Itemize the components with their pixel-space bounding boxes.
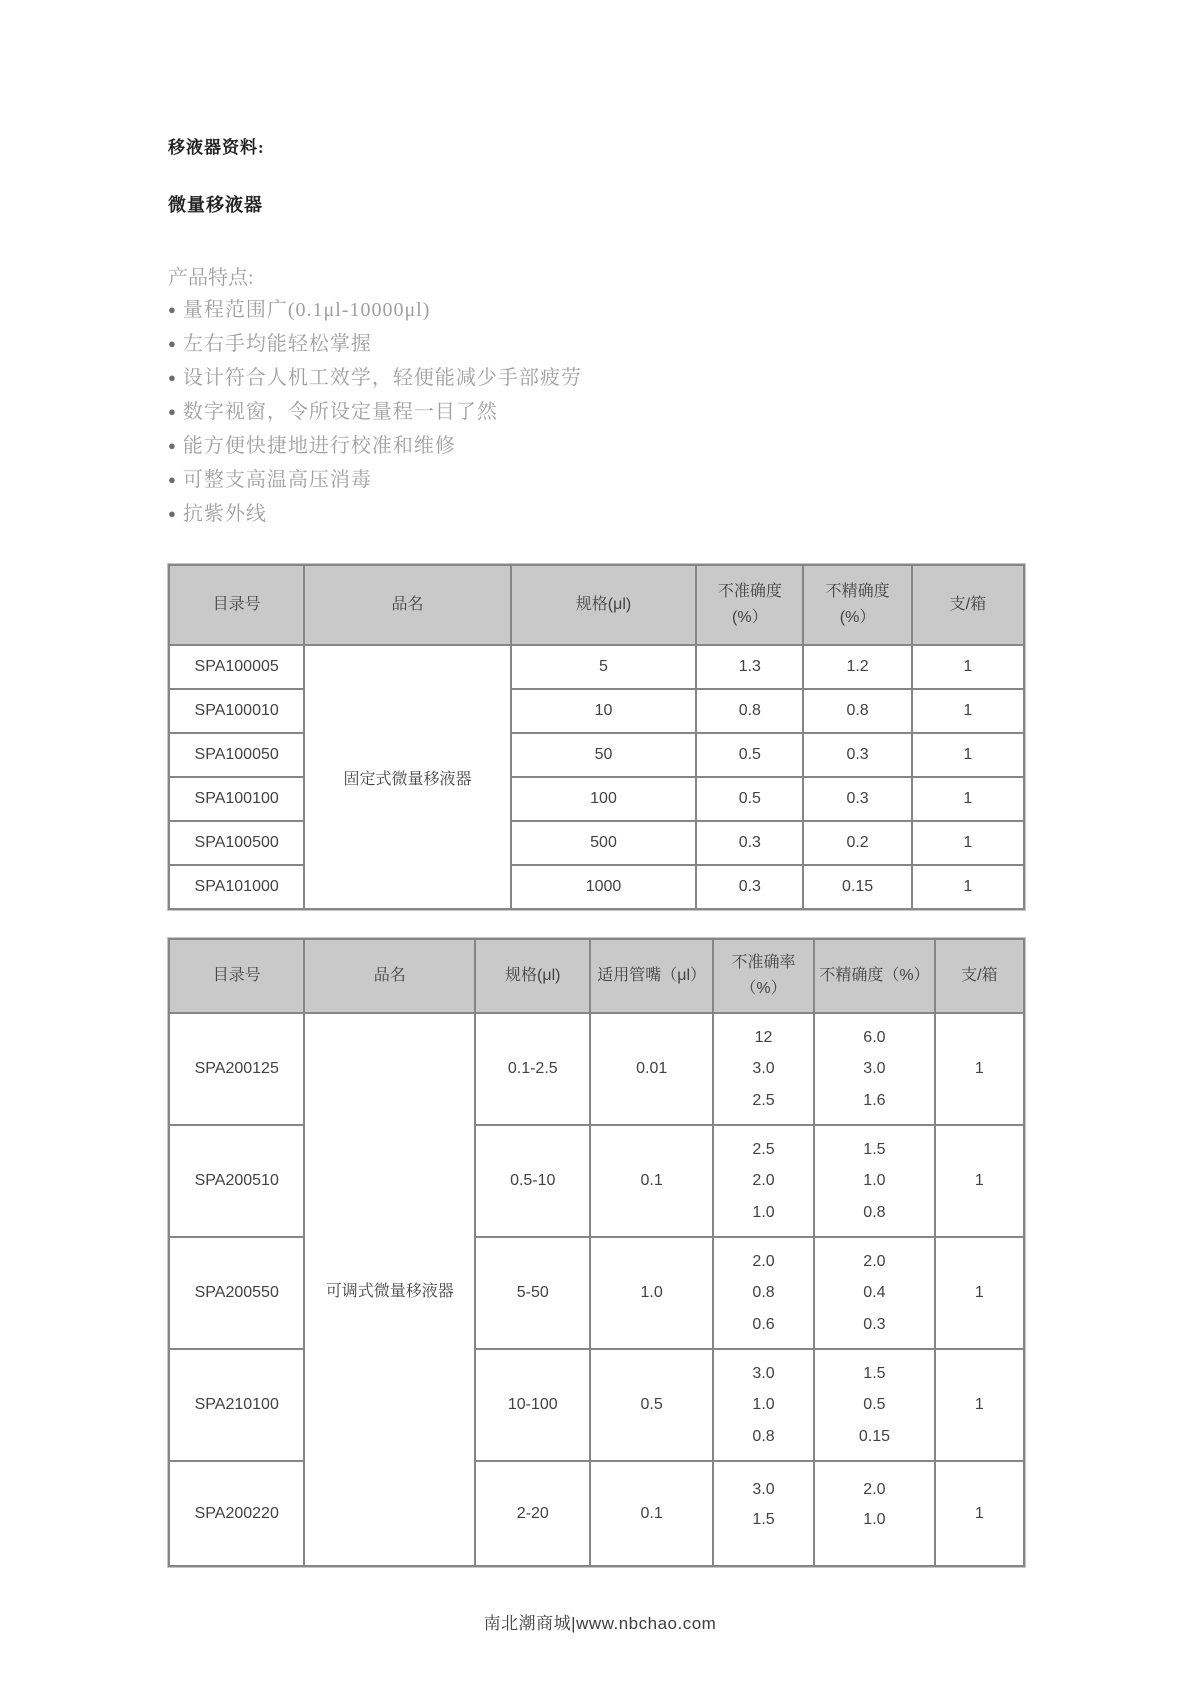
spec-cell: 10-100 — [475, 1349, 590, 1461]
product-name-cell: 可调式微量移液器 — [304, 1013, 475, 1566]
spec-cell: 1000 — [511, 865, 696, 909]
imprecision-cell: 1.2 — [803, 645, 911, 689]
table-row — [169, 1013, 1024, 1125]
value-line: 0.3 — [863, 1315, 886, 1333]
table-row — [169, 1237, 1024, 1349]
inaccuracy-cell: 1.3 — [696, 645, 803, 689]
header-line: 规格(μl) — [505, 967, 561, 984]
bullet-icon: ● — [168, 336, 176, 351]
value-line: 2.5 — [752, 1140, 775, 1158]
tip-size-cell: 0.5 — [590, 1349, 712, 1461]
header-line: 品名 — [391, 596, 424, 613]
table-row — [169, 1349, 1024, 1461]
value-line: 1.5 — [752, 1511, 775, 1528]
tip-size-cell: 1.0 — [590, 1237, 712, 1349]
features-list — [168, 294, 1025, 532]
value-line: 3.0 — [752, 1060, 775, 1077]
catalog-cell: SPA100500 — [169, 821, 304, 865]
value-line: 1.5 — [863, 1364, 886, 1382]
spec-cell: 100 — [511, 777, 696, 821]
bullet-icon: ● — [168, 472, 176, 487]
feature-item — [168, 464, 1025, 498]
value-line: 0.4 — [863, 1284, 886, 1301]
spec-cell: 0.1-2.5 — [475, 1013, 590, 1125]
tip-size-cell: 0.01 — [590, 1013, 712, 1125]
catalog-cell: SPA200125 — [169, 1013, 304, 1125]
product-subtitle: 微量移液器 — [168, 195, 263, 215]
header-line: 不准确率 — [731, 954, 796, 971]
value-line: 2.0 — [863, 1252, 886, 1270]
inaccuracy-cell: 0.8 — [696, 689, 803, 733]
value-line: 1.0 — [863, 1511, 886, 1528]
column-header — [304, 939, 475, 1013]
header-line: 规格(μl) — [575, 596, 632, 613]
feature-item — [168, 362, 1025, 396]
document-page — [168, 0, 1025, 1567]
catalog-cell: SPA210100 — [169, 1349, 304, 1461]
value-line: 2.0 — [752, 1252, 775, 1270]
catalog-cell: SPA100100 — [169, 777, 304, 821]
table-row — [169, 1125, 1024, 1237]
feature-text: 数字视窗，令所设定量程一目了然 — [182, 401, 498, 423]
feature-item — [168, 498, 1025, 532]
imprecision-cell — [814, 1461, 934, 1566]
header-line: 目录号 — [212, 596, 261, 613]
header-row — [169, 565, 1024, 645]
header-line: (%） — [839, 609, 876, 626]
value-line: 2.0 — [863, 1481, 886, 1498]
header-line: 不精确度（%） — [819, 967, 930, 984]
table-row — [169, 645, 1024, 689]
value-stack — [815, 1351, 933, 1459]
spec-cell: 500 — [511, 821, 696, 865]
per-box-cell: 1 — [912, 777, 1024, 821]
per-box-cell: 1 — [935, 1013, 1024, 1125]
feature-text: 量程范围广(0.1μl-10000μl) — [182, 299, 431, 321]
inaccuracy-cell — [713, 1013, 814, 1125]
bullet-icon: ● — [168, 404, 176, 419]
feature-item — [168, 396, 1025, 430]
value-line: 1.0 — [752, 1396, 775, 1413]
table-head — [169, 565, 1024, 645]
product-name-cell: 固定式微量移液器 — [304, 645, 510, 909]
per-box-cell: 1 — [912, 645, 1024, 689]
spec-cell: 50 — [511, 733, 696, 777]
inaccuracy-cell — [713, 1461, 814, 1566]
header-line: 目录号 — [212, 967, 261, 984]
adjustable-pipette-table — [168, 938, 1025, 1567]
per-box-cell: 1 — [912, 821, 1024, 865]
per-box-cell: 1 — [912, 689, 1024, 733]
table-body — [169, 1013, 1024, 1566]
value-line: 1.5 — [863, 1140, 886, 1158]
imprecision-cell: 0.8 — [803, 689, 911, 733]
imprecision-cell — [814, 1013, 934, 1125]
value-line: 2.0 — [752, 1172, 775, 1189]
value-line: 0.6 — [752, 1315, 775, 1333]
table-row — [169, 777, 1024, 821]
value-stack — [815, 1239, 933, 1347]
value-line: 3.0 — [752, 1481, 775, 1498]
value-line: 1.0 — [863, 1172, 886, 1189]
catalog-cell: SPA200550 — [169, 1237, 304, 1349]
inaccuracy-cell — [713, 1349, 814, 1461]
bullet-icon: ● — [168, 302, 176, 317]
feature-text: 可整支高温高压消毒 — [182, 469, 372, 491]
column-header — [814, 939, 934, 1013]
spec-cell: 5 — [511, 645, 696, 689]
inaccuracy-cell: 0.3 — [696, 821, 803, 865]
imprecision-cell — [814, 1349, 934, 1461]
value-line: 0.8 — [752, 1427, 775, 1445]
per-box-cell: 1 — [935, 1349, 1024, 1461]
column-header — [169, 565, 304, 645]
table-body — [169, 645, 1024, 909]
page-footer: 南北潮商城|www.nbchao.com — [483, 1614, 717, 1633]
bullet-icon: ● — [168, 438, 176, 453]
catalog-cell: SPA100005 — [169, 645, 304, 689]
column-header — [590, 939, 712, 1013]
feature-item — [168, 328, 1025, 362]
tip-size-cell: 0.1 — [590, 1461, 712, 1566]
header-line: 支/箱 — [949, 596, 987, 613]
value-line: 2.5 — [752, 1091, 775, 1109]
imprecision-cell: 0.3 — [803, 777, 911, 821]
header-line: 不准确度 — [717, 583, 782, 600]
column-header — [696, 565, 803, 645]
catalog-cell: SPA200510 — [169, 1125, 304, 1237]
value-stack — [815, 1015, 933, 1123]
value-stack — [714, 1239, 813, 1347]
spec-cell: 2-20 — [475, 1461, 590, 1566]
table-row — [169, 821, 1024, 865]
per-box-cell: 1 — [912, 865, 1024, 909]
fixed-pipette-table — [168, 564, 1025, 910]
table-row — [169, 865, 1024, 909]
per-box-cell: 1 — [935, 1237, 1024, 1349]
feature-text: 左右手均能轻松掌握 — [182, 333, 372, 355]
value-stack — [815, 1463, 933, 1564]
table-row — [169, 733, 1024, 777]
column-header — [803, 565, 911, 645]
feature-text: 抗紫外线 — [182, 503, 267, 525]
catalog-cell: SPA101000 — [169, 865, 304, 909]
page-title: 移液器资料: — [168, 138, 265, 157]
tip-size-cell: 0.1 — [590, 1125, 712, 1237]
imprecision-cell: 0.2 — [803, 821, 911, 865]
value-line: 3.0 — [863, 1060, 886, 1077]
value-stack — [714, 1351, 813, 1459]
value-stack — [714, 1015, 813, 1123]
column-header — [935, 939, 1024, 1013]
imprecision-cell: 0.15 — [803, 865, 911, 909]
inaccuracy-cell: 0.3 — [696, 865, 803, 909]
features-heading: 产品特点: — [168, 267, 254, 289]
header-line: 品名 — [373, 967, 406, 984]
value-stack — [714, 1127, 813, 1235]
inaccuracy-cell: 0.5 — [696, 733, 803, 777]
header-line: (%） — [732, 609, 768, 626]
value-line: 0.5 — [863, 1396, 886, 1413]
per-box-cell: 1 — [912, 733, 1024, 777]
value-line: 12 — [754, 1028, 773, 1046]
table-head — [169, 939, 1024, 1013]
table-row — [169, 689, 1024, 733]
per-box-cell: 1 — [935, 1125, 1024, 1237]
header-line: 不精确度 — [825, 583, 890, 600]
column-header — [169, 939, 304, 1013]
imprecision-cell — [814, 1125, 934, 1237]
inaccuracy-cell: 0.5 — [696, 777, 803, 821]
per-box-cell: 1 — [935, 1461, 1024, 1566]
value-line: 0.8 — [752, 1284, 775, 1301]
feature-item — [168, 294, 1025, 328]
imprecision-cell: 0.3 — [803, 733, 911, 777]
value-line: 3.0 — [752, 1364, 775, 1382]
column-header — [511, 565, 696, 645]
value-stack — [714, 1463, 813, 1564]
spec-cell: 10 — [511, 689, 696, 733]
value-stack — [815, 1127, 933, 1235]
column-header — [713, 939, 814, 1013]
column-header — [304, 565, 510, 645]
header-line: （%） — [740, 980, 787, 997]
column-header — [912, 565, 1024, 645]
value-line: 0.8 — [863, 1203, 886, 1221]
feature-item — [168, 430, 1025, 464]
catalog-cell: SPA100010 — [169, 689, 304, 733]
inaccuracy-cell — [713, 1237, 814, 1349]
features-section — [168, 262, 1025, 532]
inaccuracy-cell — [713, 1125, 814, 1237]
value-line: 0.15 — [858, 1427, 890, 1445]
value-line: 1.0 — [752, 1203, 775, 1221]
table-row — [169, 1461, 1024, 1566]
column-header — [475, 939, 590, 1013]
value-line: 1.6 — [863, 1091, 886, 1109]
spec-cell: 5-50 — [475, 1237, 590, 1349]
bullet-icon: ● — [168, 370, 176, 385]
header-line: 适用管嘴（μl） — [597, 967, 707, 984]
bullet-icon: ● — [168, 506, 176, 521]
header-line: 支/箱 — [961, 967, 998, 984]
header-row — [169, 939, 1024, 1013]
feature-text: 设计符合人机工效学，轻便能减少手部疲劳 — [182, 367, 582, 389]
imprecision-cell — [814, 1237, 934, 1349]
catalog-cell: SPA200220 — [169, 1461, 304, 1566]
value-line: 6.0 — [863, 1028, 886, 1046]
catalog-cell: SPA100050 — [169, 733, 304, 777]
feature-text: 能方便快捷地进行校准和维修 — [182, 435, 456, 457]
spec-cell: 0.5-10 — [475, 1125, 590, 1237]
